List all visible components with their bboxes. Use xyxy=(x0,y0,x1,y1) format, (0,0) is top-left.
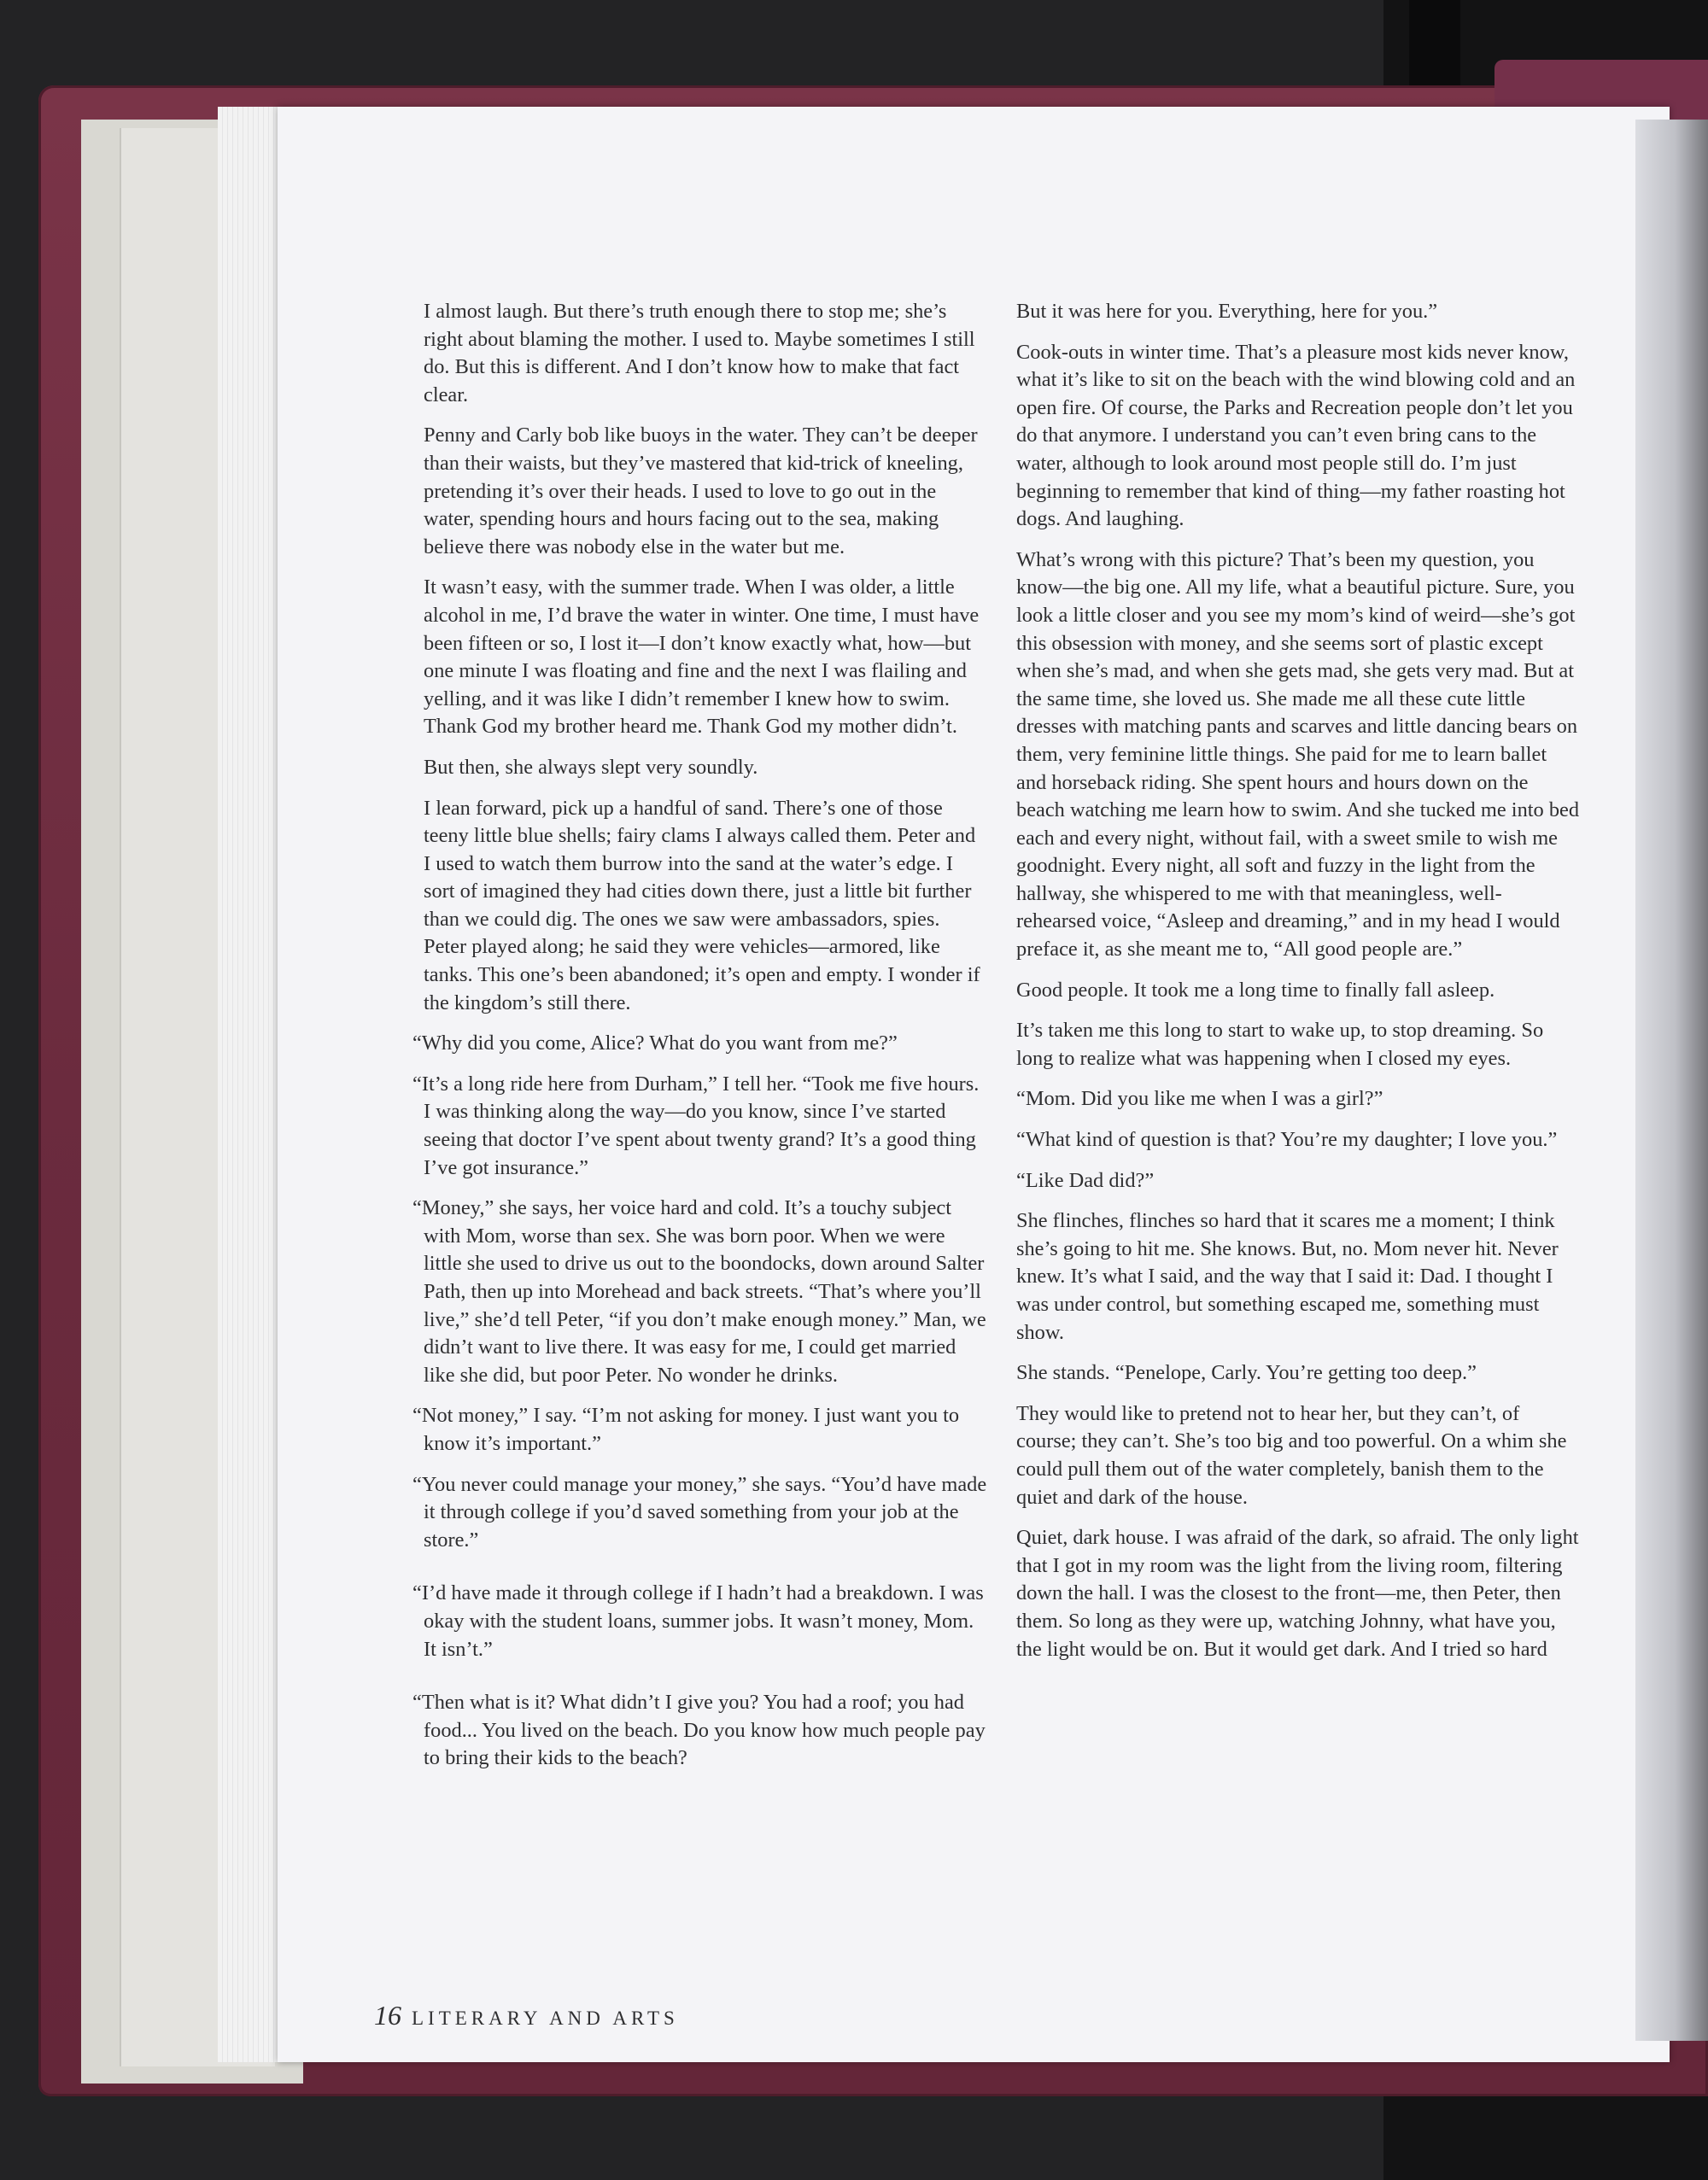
dialogue-paragraph: “Then what is it? What didn’t I give you? You had a roof; you had food... You lived on the beach. Do you know how much people pay to bring their kids to the beach? xyxy=(412,1691,986,1770)
page-number: 16 xyxy=(374,2000,401,2031)
dialogue-paragraph: “What kind of question is that? You’re my daughter; I love you.” xyxy=(1016,1128,1558,1152)
paragraph: Quiet, dark house. I was afraid of the dark, so afraid. The only light that I got in my room was the light from the living room, filtering down the hall. I was the closest to the front—me, then Peter, then them. So long as they were up, watching Johnny, what have you, the light would be on. But it would get dark. And I tried so hard xyxy=(1016,1526,1579,1661)
page-footer xyxy=(374,2000,679,2031)
paragraph: She flinches, flinches so hard that it scares me a moment; I think she’s going to hit me. She knows. But, no. Mom never hit. Never knew. It’s what I said, and the way that I said it: Dad. I thought I was under control, but something escaped me, something must show. xyxy=(1016,1209,1559,1344)
paragraph: Penny and Carly bob like buoys in the water. They can’t be deeper than their waists, but they’ve mastered that kid-trick of kneeling, pretending it’s over their heads. I used to love to go out in the water, spending hours and hours facing out to the sea, making believe there was nobody else in the water but me. xyxy=(424,424,978,558)
dialogue-paragraph: “It’s a long ride here from Durham,” I tell her. “Took me five hours. I was thinking along the way—do you know, since I’ve started seeing that doctor I’ve spent about twenty grand? It’s a good thing I’ve got insurance.” xyxy=(412,1072,980,1179)
dialogue-paragraph: “Like Dad did?” xyxy=(1016,1168,1155,1192)
binder-clip xyxy=(1409,0,1460,98)
paragraph: I lean forward, pick up a handful of sand. There’s one of those teeny little blue shells; fairy clams I always called them. Peter and I used to watch them burrow into the sand at the water’s edge. I sort of imagined they had cities down there, just a little bit further than we could dig. The ones we saw were ambassadors, spies. Peter played along; he said they were vehicles—armored, like tanks. This one’s been abandoned; it’s open and empty. I wonder if the kingdom’s still there. xyxy=(424,796,980,1014)
paragraph: I almost laugh. But there’s truth enough there to stop me; she’s right about blaming the mother. I used to. Maybe sometimes I still do. But this is different. And I don’t know how to make that fact clear. xyxy=(424,300,975,406)
dialogue-paragraph: “Mom. Did you like me when I was a girl?” xyxy=(1016,1087,1383,1111)
paragraph: It’s taken me this long to start to wake up, to stop dreaming. So long to realize what was happening when I closed my eyes. xyxy=(1016,1019,1544,1070)
paragraph: They would like to pretend not to hear her, but they can’t, of course; they can’t. She’s too big and too powerful. On a whim she could pull them out of the water completely, banish them to the quiet and dark of the house. xyxy=(1016,1401,1567,1509)
dialogue-paragraph: “Why did you come, Alice? What do you want from me?” xyxy=(412,1032,898,1055)
dialogue-paragraph: “Not money,” I say. “I’m not asking for money. I just want you to know it’s important.” xyxy=(412,1404,960,1455)
dialogue-paragraph: “I’d have made it through college if I hadn’t had a breakdown. I was okay with the student loans, summer jobs. It wasn’t money, Mom. It isn’t.” xyxy=(412,1581,984,1661)
running-footer: LITERARY AND ARTS xyxy=(412,2008,679,2029)
paragraph: Cook-outs in winter time. That’s a pleasure most kids never know, what it’s like to sit on the beach with the wind blowing cold and an open fire. Of course, the Parks and Recreation people don’t let you do that anymore. I understand you can’t even bring cans to the water, although to look around most people still do. I’m just beginning to remember that kind of thing—my father roasting hot dogs. And laughing. xyxy=(1016,340,1576,531)
dialogue-paragraph: “You never could manage your money,” she says. “You’d have made it through college if you’d saved something from your job at the store.” xyxy=(412,1472,987,1552)
dialogue-paragraph: “Money,” she says, her voice hard and cold. It’s a touchy subject with Mom, worse than sex. She was born poor. When we were little she used to drive us out to the boondocks, down around Salter Path, then up into Morehead and back streets. “That’s where you’ll live,” she’d tell Peter, “if you don’t make enough money.” Man, we didn’t want to live there. It was easy for me, I could get married like she did, but poor Peter. No wonder he drinks. xyxy=(412,1196,986,1387)
paragraph: But then, she always slept very soundly. xyxy=(424,755,758,779)
page-gutter-curl xyxy=(1635,120,1708,2041)
paragraph: It wasn’t easy, with the summer trade. When I was older, a little alcohol in me, I’d brave the water in winter. One time, I must have been fifteen or so, I lost it—I don’t know exactly what, how—but one minute I was floating and fine and the next I was flailing and yelling, and it was like I didn’t remember I knew how to swim. Thank God my brother heard me. Thank God my mother didn’t. xyxy=(424,576,980,739)
paragraph: She stands. “Penelope, Carly. You’re getting too deep.” xyxy=(1016,1361,1477,1385)
right-text-column xyxy=(1016,298,1580,1676)
paragraph: But it was here for you. Everything, here for you.” xyxy=(1016,300,1438,323)
left-text-column xyxy=(412,298,987,1785)
paragraph: Good people. It took me a long time to finally fall asleep. xyxy=(1016,978,1495,1002)
paragraph: What’s wrong with this picture? That’s been my question, you know—the big one. All my life, what a beautiful picture. Sure, you look a little closer and you see my mom’s kind of weird—she’s got this obsession with money, and she seems sort of plastic except when she’s mad, and when she gets mad, she gets very mad. But at the same time, she loved us. She made me all these cute little dresses with matching pants and scarves and little dancing bears on them, very feminine little things. She paid for me to learn ballet and horseback riding. She spent hours and hours down on the beach watching me learn how to swim. And she tucked me into bed each and every night, without fail, with a sweet smile to wish me goodnight. Every night, all soft and fuzzy in the light from the hallway, she whispered to me with that meaningless, well-rehearsed voice, “Asleep and dreaming,” and in my head I would preface it, as she meant me to, “All good people are.” xyxy=(1016,547,1580,961)
